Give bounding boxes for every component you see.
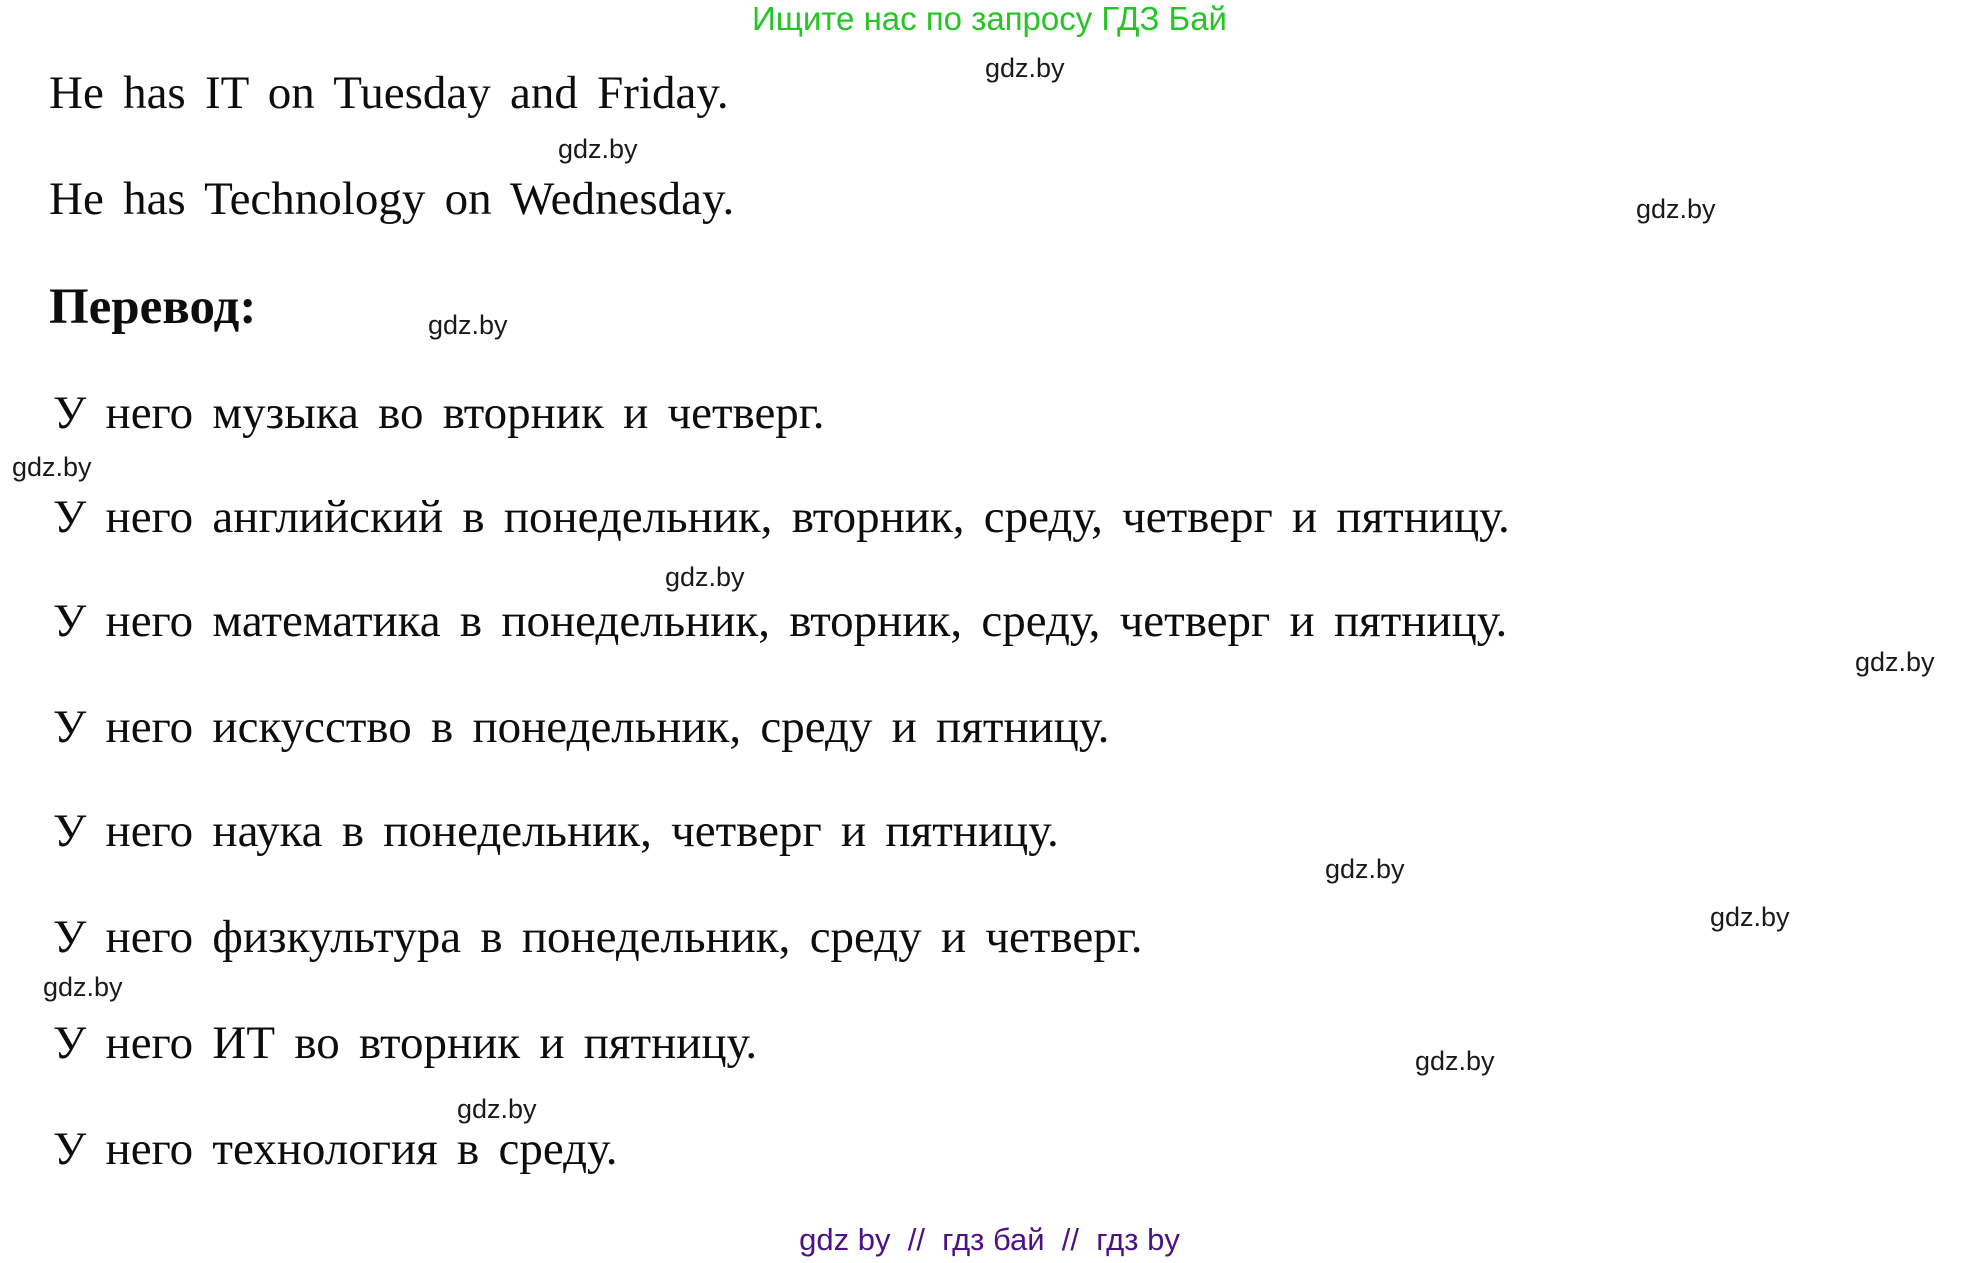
translation-heading: Перевод: — [49, 279, 257, 335]
russian-sentence: У него музыка во вторник и четверг. — [53, 387, 825, 439]
russian-sentence: У него технология в среду. — [53, 1123, 618, 1175]
watermark: gdz.by — [428, 310, 508, 340]
russian-sentence: У него искусство в понедельник, среду и пятницу. — [53, 701, 1110, 753]
watermark: gdz.by — [12, 452, 92, 482]
russian-sentence: У него физкультура в понедельник, среду и четверг. — [53, 911, 1143, 963]
russian-sentence: У него ИТ во вторник и пятницу. — [53, 1017, 758, 1069]
english-sentence: He has Technology on Wednesday. — [49, 173, 735, 225]
watermark: gdz.by — [985, 53, 1065, 83]
russian-sentence: У него английский в понедельник, вторник, среду, четверг и пятницу. — [53, 491, 1510, 543]
watermark: gdz.by — [1325, 854, 1405, 884]
english-sentence: He has IT on Tuesday and Friday. — [49, 67, 729, 119]
watermark: gdz.by — [43, 972, 123, 1002]
watermark: gdz.by — [1415, 1046, 1495, 1076]
site-banner: Ищите нас по запросу ГДЗ Бай — [752, 0, 1227, 37]
watermark: gdz.by — [1636, 194, 1716, 224]
russian-sentence: У него наука в понедельник, четверг и пятницу. — [53, 805, 1059, 857]
watermark: gdz.by — [457, 1094, 537, 1124]
watermark: gdz.by — [1710, 902, 1790, 932]
watermark: gdz.by — [558, 134, 638, 164]
russian-sentence: У него математика в понедельник, вторник, среду, четверг и пятницу. — [53, 595, 1508, 647]
footer-keywords: gdz by // гдз бай // гдз by — [799, 1222, 1180, 1257]
watermark: gdz.by — [665, 562, 745, 592]
watermark: gdz.by — [1855, 647, 1935, 677]
